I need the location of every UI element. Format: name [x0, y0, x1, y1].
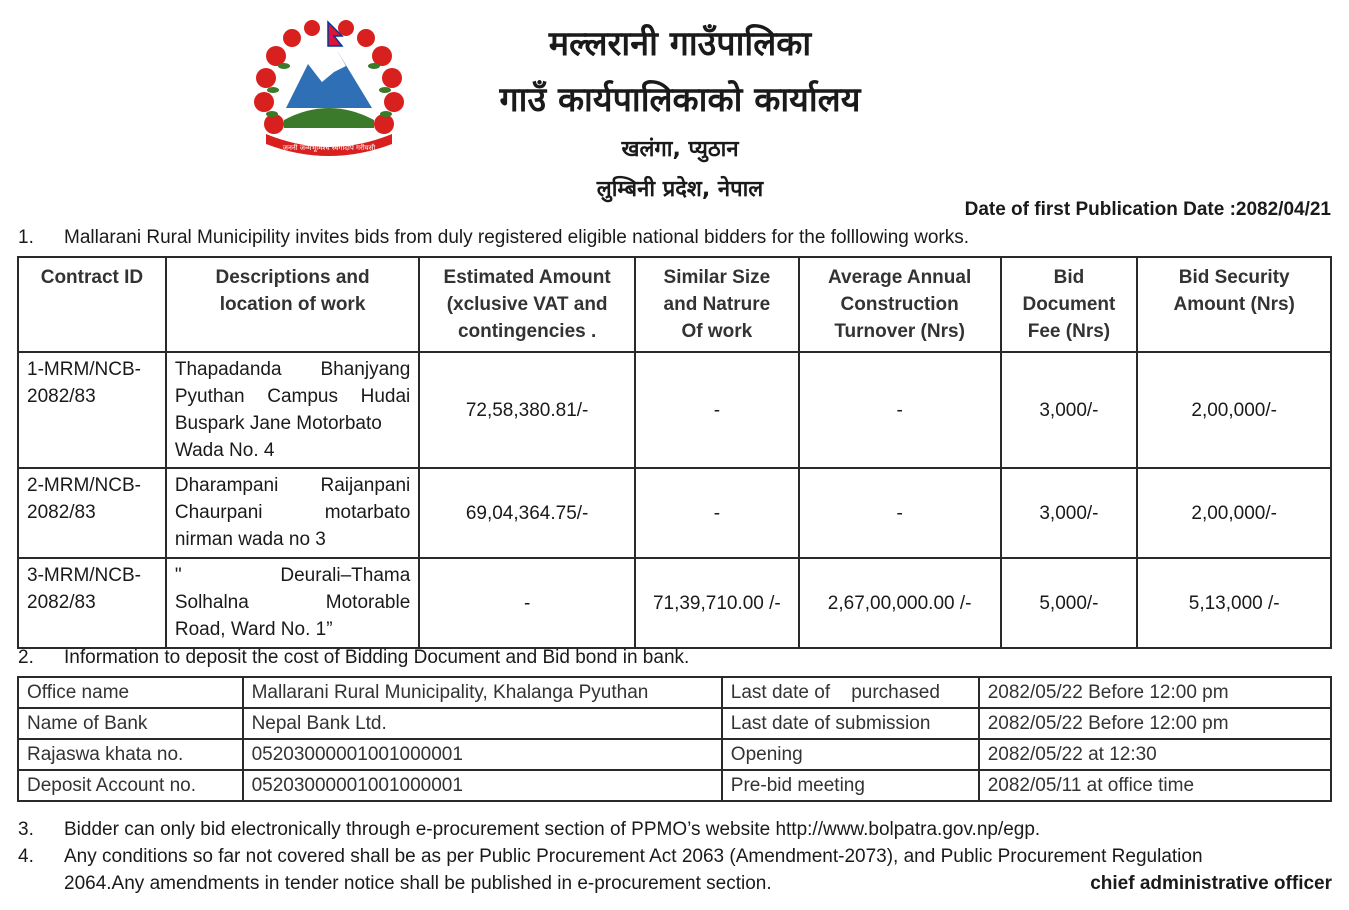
- col-estimated-amount: Estimated Amount (xclusive VAT and contingencies .: [419, 257, 635, 352]
- value-cell: 2082/05/22 at 12:30: [979, 739, 1331, 770]
- turnover-cell: -: [799, 352, 1001, 468]
- bank-info-table: [17, 676, 1332, 802]
- label-cell: Office name: [18, 677, 243, 708]
- document-fee-cell: 5,000/-: [1001, 558, 1138, 648]
- turnover-cell: 2,67,00,000.00 /-: [799, 558, 1001, 648]
- notice-header: [0, 0, 1349, 200]
- section-text: Mallarani Rural Municipility invites bids from duly registered eligible national bidders for the folllowing works.: [64, 227, 970, 248]
- label-cell: Rajaswa khata no.: [18, 739, 243, 770]
- section-3: [18, 819, 1040, 841]
- label-cell: Pre-bid meeting: [722, 770, 979, 801]
- value-cell: 05203000001001000001: [243, 739, 722, 770]
- section-number: 4.: [18, 846, 34, 867]
- label-cell: Name of Bank: [18, 708, 243, 739]
- section-text: Information to deposit the cost of Bidding Document and Bid bond in bank.: [64, 647, 690, 668]
- bid-security-cell: 2,00,000/-: [1137, 468, 1331, 558]
- col-contract-id: Contract ID: [18, 257, 166, 352]
- col-turnover: Average Annual Construction Turnover (Nrs): [799, 257, 1001, 352]
- section-1: [18, 227, 969, 249]
- nepal-emblem-icon: [246, 16, 412, 156]
- col-bid-security: Bid Security Amount (Nrs): [1137, 257, 1331, 352]
- contract-id-cell: 2-MRM/NCB- 2082/83: [18, 468, 166, 558]
- contract-id-cell: 1-MRM/NCB- 2082/83: [18, 352, 166, 468]
- turnover-cell: -: [799, 468, 1001, 558]
- value-cell: Mallarani Rural Municipality, Khalanga Pyuthan: [243, 677, 722, 708]
- col-similar-size: Similar Size and Natrure Of work: [635, 257, 799, 352]
- municipality-name: मल्लरानी गाउँपालिका: [548, 24, 812, 64]
- bid-security-cell: 5,13,000 /-: [1137, 558, 1331, 648]
- office-location: खलंगा, प्युठान: [621, 137, 739, 162]
- estimated-amount-cell: 72,58,380.81/-: [419, 352, 635, 468]
- table-row: [18, 739, 1331, 770]
- section-number: 3.: [18, 819, 34, 840]
- section-text: Any conditions so far not covered shall be as per Public Procurement Act 2063 (Amendment-2073), and Public Procurement Regulation: [64, 846, 1203, 867]
- col-description: Descriptions and location of work: [166, 257, 419, 352]
- document-fee-cell: 3,000/-: [1001, 468, 1138, 558]
- similar-size-cell: -: [635, 468, 799, 558]
- section-text: Bidder can only bid electronically through e-procurement section of PPMO’s website http://www.bolpatra.gov.np/egp.: [64, 819, 1041, 840]
- publication-date: 2082/04/21: [1235, 199, 1331, 220]
- similar-size-cell: -: [635, 352, 799, 468]
- label-cell: Opening: [722, 739, 979, 770]
- bid-security-cell: 2,00,000/-: [1137, 352, 1331, 468]
- value-cell: Nepal Bank Ltd.: [243, 708, 722, 739]
- table-row: [18, 352, 1331, 468]
- document-fee-cell: 3,000/-: [1001, 352, 1138, 468]
- works-table: [17, 256, 1332, 649]
- description-cell: " Deurali–Thama Solhalna Motorable Road, Ward No. 1”: [166, 558, 419, 648]
- label-cell: Deposit Account no.: [18, 770, 243, 801]
- table-row: [18, 468, 1331, 558]
- description-cell: Dharampani Raijanpani Chaurpani motarbato nirman wada no 3: [166, 468, 419, 558]
- label-cell: Last date of purchased: [722, 677, 979, 708]
- office-province: लुम्बिनी प्रदेश, नेपाल: [596, 177, 764, 202]
- value-cell: 2082/05/11 at office time: [979, 770, 1331, 801]
- description-cell: Thapadanda Bhanjyang Pyuthan Campus Hudai Buspark Jane Motorbato Wada No. 4: [166, 352, 419, 468]
- publication-label: Date of first Publication Date :: [964, 199, 1236, 220]
- section-text: 2064.Any amendments in tender notice shall be published in e-procurement section.: [64, 873, 772, 894]
- label-cell: Last date of submission: [722, 708, 979, 739]
- publication-date-line: [965, 199, 1331, 221]
- table-row: [18, 558, 1331, 648]
- section-number: 1.: [18, 227, 34, 248]
- similar-size-cell: 71,39,710.00 /-: [635, 558, 799, 648]
- value-cell: 05203000001001000001: [243, 770, 722, 801]
- section-4: [18, 846, 1203, 868]
- section-4-continued: [64, 873, 772, 895]
- section-2: [18, 647, 689, 669]
- contract-id-cell: 3-MRM/NCB- 2082/83: [18, 558, 166, 648]
- value-cell: 2082/05/22 Before 12:00 pm: [979, 677, 1331, 708]
- value-cell: 2082/05/22 Before 12:00 pm: [979, 708, 1331, 739]
- signature-title: chief administrative officer: [1090, 873, 1332, 894]
- works-table-header: [18, 257, 1331, 352]
- office-name: गाउँ कार्यपालिकाको कार्यालय: [499, 80, 861, 120]
- section-number: 2.: [18, 647, 34, 668]
- table-row: [18, 677, 1331, 708]
- col-document-fee: Bid Document Fee (Nrs): [1001, 257, 1138, 352]
- estimated-amount-cell: -: [419, 558, 635, 648]
- table-row: [18, 770, 1331, 801]
- office-title-block: [420, 18, 940, 210]
- table-row: [18, 708, 1331, 739]
- svg-text:जननी जन्मभूमिश्च स्वर्गादपि गर: जननी जन्मभूमिश्च स्वर्गादपि गरीयसी: [282, 144, 376, 152]
- estimated-amount-cell: 69,04,364.75/-: [419, 468, 635, 558]
